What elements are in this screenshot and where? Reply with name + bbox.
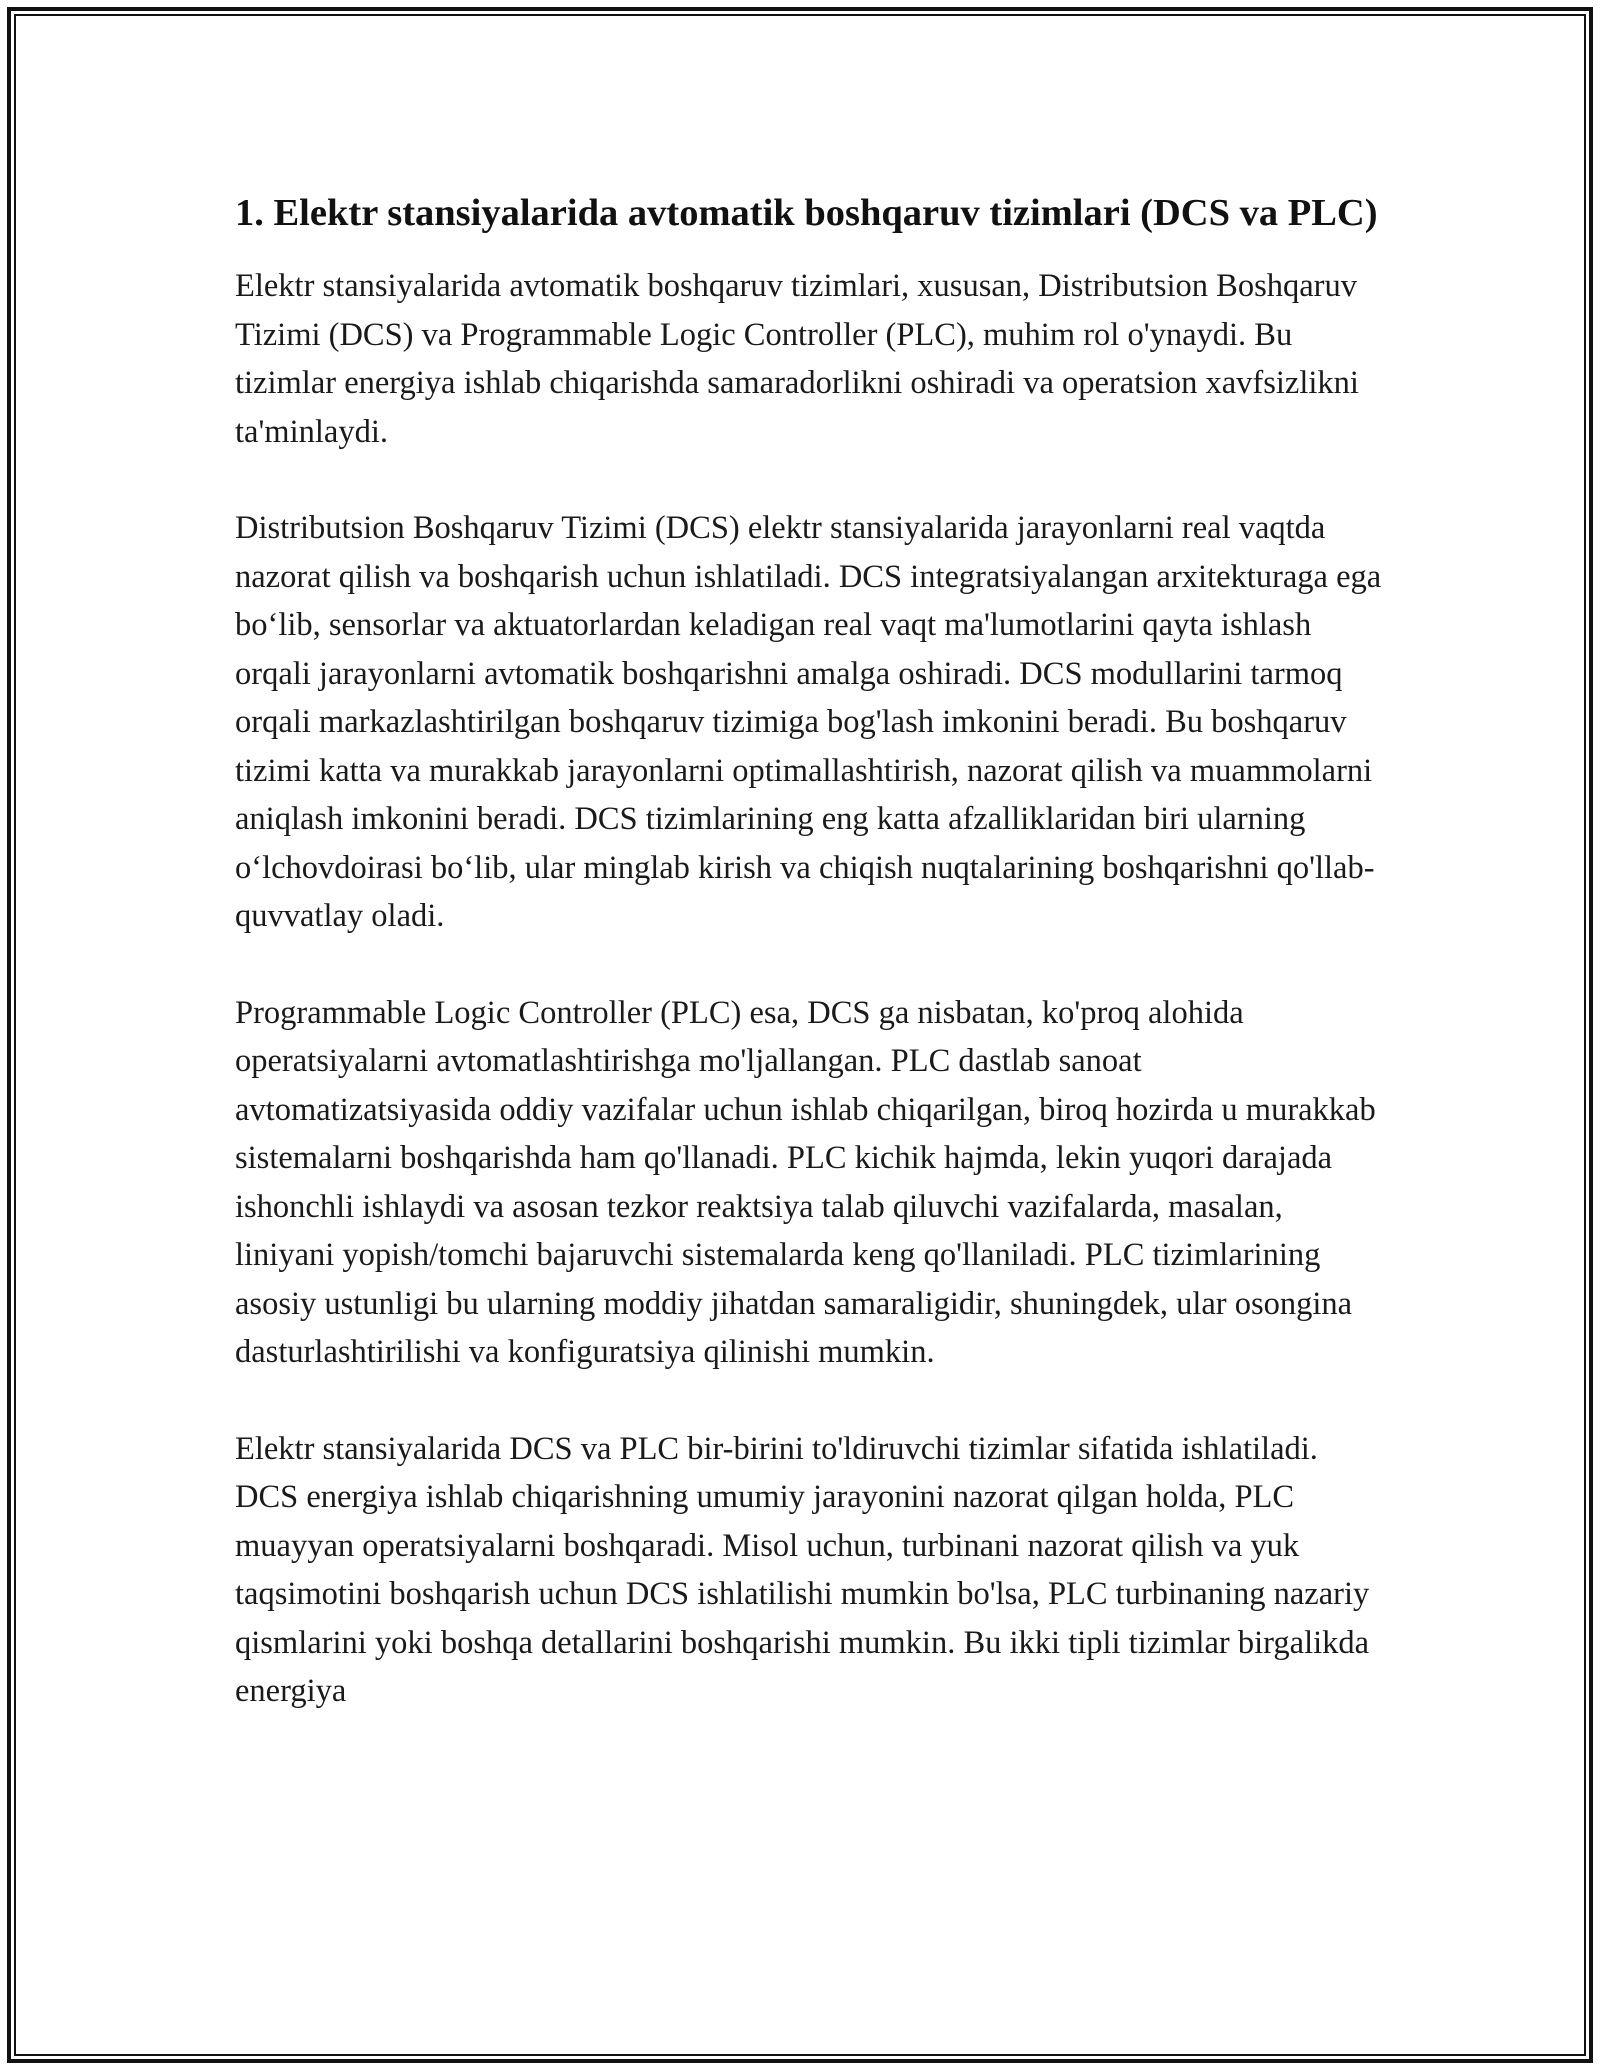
paragraph-dcs: Distributsion Boshqaruv Tizimi (DCS) elektr stansiyalarida jarayonlarni real vaqtda nazorat qilish va boshqarish uchun ishlatiladi. DCS integratsiyalangan arxitekturaga ega bo‘lib, sensorlar va aktuatorlardan keladigan real vaqt ma'lumotlarini qayta ishlash orqali jarayonlarni avtomatik boshqarishni amalga oshiradi. DCS modullarini tarmoq orqali markazlashtirilgan boshqaruv tizimiga bog'lash imkonini beradi. Bu boshqaruv tizimi katta va murakkab jarayonlarni optimallashtirish, nazorat qilish va muammolarni aniqlash imkonini beradi. DCS tizimlarining eng katta afzalliklaridan biri ularning o‘lchovdoirasi bo‘lib, ular minglab kirish va chiqish nuqtalarining boshqarishni qo'llab-quvvatlay oladi. [235,510,1382,934]
paragraph-intro: Elektr stansiyalarida avtomatik boshqaruv tizimlari, xususan, Distributsion Boshqaruv Tizimi (DCS) va Programmable Logic Controller (PLC), muhim rol o'ynaydi. Bu tizimlar energiya ishlab chiqarishda samaradorlikni oshiradi va operatsion xavfsizlikni ta'minlaydi. [235,268,1359,450]
section-heading: 1. Elektr stansiyalarida avtomatik boshqaruv tizimlari (DCS va PLC) [235,192,1378,234]
paragraph-dcs-plc-combined: Elektr stansiyalarida DCS va PLC bir-birini to'ldiruvchi tizimlar sifatida ishlatiladi. DCS energiya ishlab chiqarishning umumiy jarayonini nazorat qilgan holda, PLC muayyan operatsiyalarni boshqaradi. Misol uchun, turbinani nazorat qilish va yuk taqsimotini boshqarish uchun DCS ishlatilishi mumkin bo'lsa, PLC turbinaning nazariy qismlarini yoki boshqa detallarini boshqarishi mumkin. Bu ikki tipli tizimlar birgalikda energiya [235,1430,1370,1709]
document-body [235,188,1385,1764]
paragraph-plc: Programmable Logic Controller (PLC) esa, DCS ga nisbatan, ko'proq alohida operatsiyalarni avtomatlashtirishga mo'ljallangan. PLC dastlab sanoat avtomatizatsiyasida oddiy vazifalar uchun ishlab chiqarilgan, biroq hozirda u murakkab sistemalarni boshqarishda ham qo'llanadi. PLC kichik hajmda, lekin yuqori darajada ishonchli ishlaydi va asosan tezkor reaktsiya talab qiluvchi vazifalarda, masalan, liniyani yopish/tomchi bajaruvchi sistemalarda keng qo'llaniladi. PLC tizimlarining asosiy ustunligi bu ularning moddiy jihatdan samaraligidir, shuningdek, ular osongina dasturlashtirilishi va konfiguratsiya qilinishi mumkin. [235,994,1376,1370]
